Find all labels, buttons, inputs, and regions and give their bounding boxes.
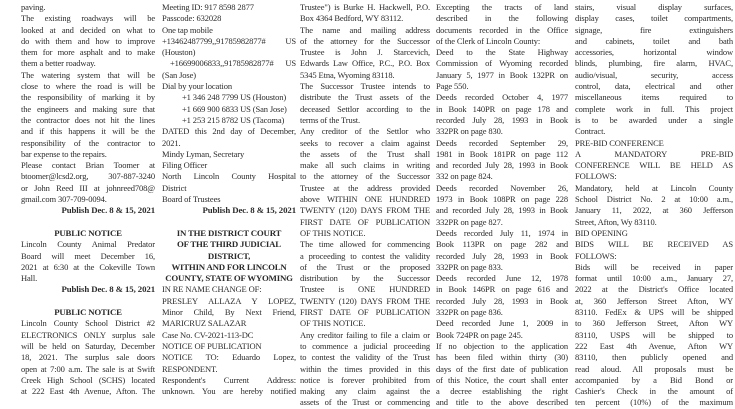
text-line: ELECTRONICS ONLY surplus sale <box>21 329 155 340</box>
text-line: has been filed within thirty (30) <box>436 352 568 363</box>
text-line: open at 7:00 a.m. The sale is at Swift <box>21 363 155 374</box>
text-line: Contract. <box>575 126 606 137</box>
text-line: Deeds recorded July 11, 1974 in <box>436 227 568 238</box>
text-line <box>575 228 733 239</box>
text-line: make all such claims in writing <box>300 160 430 171</box>
text-line: notice is forever prohibited from <box>300 374 430 385</box>
text-line: Commission of Wyoming recorded <box>436 58 568 69</box>
heading-line: WITHIN AND FOR LINCOLN <box>171 261 287 272</box>
text-line: Board will meet December 16, <box>21 250 155 261</box>
paragraph <box>21 13 155 69</box>
text-line: audio/visual, security, access <box>575 69 733 80</box>
text-line: Deed to the State Highway <box>436 47 568 58</box>
spacer <box>21 296 155 307</box>
text-line: Cashier's Check in the amount of <box>575 386 733 397</box>
column-5 <box>575 2 733 409</box>
text-line: Minor Child, By Next Friend, <box>162 307 296 318</box>
text-line: If no objection to the application <box>436 340 568 351</box>
paragraph <box>300 81 430 126</box>
text-line: do with them and how to improve <box>21 35 155 46</box>
text-line: making any claim against the <box>300 386 430 397</box>
text-line: Book 724PR on page 245. <box>436 329 523 340</box>
text-line: Any creditor failing to file a claim or <box>300 329 430 340</box>
text-line: is to be awarded under a single <box>575 114 733 125</box>
text-line: to 360 Jefferson Street, Afton WY <box>575 318 733 329</box>
paragraph <box>575 239 733 262</box>
paragraph <box>300 126 430 239</box>
text-line: +16699006833,,91785982877# US <box>170 58 296 69</box>
text-line: 83110, then publicly opened and <box>575 352 733 363</box>
heading-line: COUNTY, STATE OF WYOMING <box>165 273 293 284</box>
text-line: School District No. 2 at 10:00 a.m., <box>575 194 733 205</box>
text-line: Deeds recorded June 12, 1978 <box>436 273 568 284</box>
text-line: One tap mobile <box>162 24 213 35</box>
publish-line: Publish Dec. 8 & 15, 2021 <box>202 205 296 216</box>
text-line: format until 10:00 a.m., January 27, <box>575 273 733 284</box>
text-line: in Book 140PR on page 178 and <box>436 103 568 114</box>
text-line: described in the following <box>436 13 568 24</box>
text-line: to contest the validity of the Trust <box>300 352 430 363</box>
text-line: deceased Settlor according to the <box>300 103 430 114</box>
text-line: days of the first date of publication <box>436 363 568 374</box>
text-line: TWENTY (120) DAYS FROM THE <box>300 295 430 306</box>
paragraph <box>436 2 568 47</box>
spacer <box>21 217 155 228</box>
paragraph <box>21 318 155 397</box>
text-line: Dial by your location <box>162 81 232 92</box>
text-line: signage, fire extinguishers <box>575 24 733 35</box>
text-line: January 5, 1977 in Book 132PR on <box>436 69 568 80</box>
text-line: Hall. <box>21 273 38 284</box>
text-line: Street, Afton, Wy 83110. <box>575 216 657 227</box>
text-line: BID OPENING <box>575 227 628 238</box>
heading-line: PUBLIC NOTICE <box>54 227 122 238</box>
text-line: Filing Officer <box>162 160 208 171</box>
text-line: and recorded July 28, 1993 in Book <box>436 160 568 171</box>
text-line <box>162 194 296 205</box>
text-line: Case No. CV-2021-113-DC <box>162 329 254 340</box>
text-line: (San Jose) <box>162 69 196 80</box>
text-line: Mindy Lyman, Secretary <box>162 148 245 159</box>
text-line: documents recorded in the Office <box>436 24 568 35</box>
text-line: Lincoln County Animal Predator <box>21 239 155 250</box>
text-line: Board of Trustees <box>162 194 221 205</box>
text-line: Passcode: 632028 <box>162 13 222 24</box>
text-line: OF THIS NOTICE. <box>300 318 366 329</box>
text-line: stairs, visual display surfaces, <box>575 2 733 12</box>
heading-line: OF THE THIRD JUDICIAL <box>177 239 281 250</box>
paragraph <box>162 171 296 194</box>
text-line: 332PR on page 827. <box>436 216 503 227</box>
text-line: PRESLEY ALLAZA Y LOPEZ, <box>162 295 296 306</box>
text-line: accompanied by a Bid Bond or <box>575 374 733 385</box>
text-line: to commence a judicial proceeding <box>300 340 430 351</box>
text-line: above WITHIN ONE HUNDRED <box>300 194 430 205</box>
paragraph <box>436 228 568 273</box>
heading-line: IN THE DISTRICT COURT <box>176 227 282 238</box>
paragraph <box>300 330 430 409</box>
text-line: within the times provided in this <box>300 363 430 374</box>
publish-date <box>21 284 155 295</box>
paragraph <box>300 2 430 25</box>
paragraph <box>162 36 296 59</box>
paragraph <box>436 138 568 183</box>
text-line: btoomer@lcsd2.org, 307-887-3240 <box>21 171 155 182</box>
text-line: a proceeding to contest the validity <box>300 250 430 261</box>
text-line: and if this happens it will be the <box>21 126 155 137</box>
text-line: +1 346 248 7799 US (Houston) <box>182 92 287 103</box>
text-line: Please contact Brian Toomer at <box>21 160 155 171</box>
text-line: 2021. <box>162 137 181 148</box>
text-line: looked at and decided on what to <box>21 24 155 35</box>
text-line: them for more asphalt and to make <box>21 47 155 58</box>
text-line: +1 669 900 6833 US (San Jose) <box>182 103 287 114</box>
text-line: Excepting the tracts of land <box>436 2 568 12</box>
paragraph <box>436 318 568 341</box>
text-line <box>162 160 296 171</box>
column-2 <box>162 2 296 397</box>
notice-heading <box>21 228 155 239</box>
text-line: of this Notice, the court shall enter <box>436 374 568 385</box>
paragraph <box>436 341 568 409</box>
paragraph <box>300 239 430 329</box>
publish-line: Publish Dec. 8 & 15, 2021 <box>61 205 155 216</box>
text-line: unknown. You are hereby notified <box>162 386 296 397</box>
paragraph <box>162 58 296 81</box>
spacer <box>162 217 296 228</box>
text-line: the engineers and making sure that <box>21 103 155 114</box>
text-line: 332PR on page 830. <box>436 126 503 137</box>
text-line: +13462487799,,91785982877# US <box>162 35 296 46</box>
text-line: Lincoln County School District #2 <box>21 318 155 329</box>
text-line <box>575 138 733 149</box>
text-line: seeks to recover a claim against <box>300 137 430 148</box>
text-line: Edwards Law Office, P.C., P.O. Box <box>300 58 430 69</box>
text-line: and recorded July 28, 1993 in Book <box>436 205 568 216</box>
text-line: TWENTY (120) DAYS FROM THE <box>300 205 430 216</box>
text-line: Trustee at the address provided <box>300 182 430 193</box>
paragraph <box>575 149 733 183</box>
text-line: Deeds recorded October 4, 1977 <box>436 92 568 103</box>
text-line: Deeds recorded September 29, <box>436 137 568 148</box>
text-line: A MANDATORY PRE-BID <box>575 148 733 159</box>
text-line: a decree establishing the right <box>436 386 568 397</box>
text-line: the assets of the Trust shall <box>300 148 430 159</box>
text-line <box>162 341 296 352</box>
text-line: terms of the Trust. <box>300 114 361 125</box>
text-line <box>162 330 296 341</box>
text-line: (Houston) <box>162 47 196 58</box>
text-line: The Successor Trustee intends to <box>300 81 430 92</box>
column-3 <box>300 2 430 409</box>
text-line: 222 East 4th Avenue, Afton WY <box>575 340 733 351</box>
text-line: +1 253 215 8782 US (Tacoma) <box>182 114 285 125</box>
paragraph <box>162 352 296 375</box>
paragraph <box>575 262 733 409</box>
text-line: The watering system that will be <box>21 69 155 80</box>
text-line: complete work in full. This project <box>575 103 733 114</box>
text-line: Book 113PR on page 282 and <box>436 239 568 250</box>
text-line: 1981 in Book 181PR on page 112 <box>436 148 568 159</box>
text-line: recorded July 28, 1993 in Book <box>436 114 568 125</box>
text-line: ten percent (10%) of the maximum <box>575 397 733 408</box>
text-line: at, 360 Jefferson Street Afton, WY <box>575 295 733 306</box>
text-line: 83110. FedEx & UPS will be shipped <box>575 307 733 318</box>
text-line: Trustee") is Burke H. Hackwell, P.O. <box>300 2 430 12</box>
text-line: display cases, toilet compartments, <box>575 13 733 24</box>
text-line: the contractor does not hit the lines <box>21 114 155 125</box>
text-line: The existing roadways will be <box>21 13 155 24</box>
paragraph <box>436 183 568 228</box>
text-line: District <box>162 182 187 193</box>
text-line <box>162 81 296 92</box>
text-line: to the attorney of the Successor <box>300 171 430 182</box>
text-line: FOLLOWS: <box>575 250 617 261</box>
text-line: 1973 in Book 108PR on page 228 <box>436 194 568 205</box>
text-line <box>162 149 296 160</box>
text-line: distribute the Trust assets of the <box>300 92 430 103</box>
text-line: will be held on Saturday, December <box>21 340 155 351</box>
paragraph <box>575 2 733 138</box>
text-line: OF THIS NOTICE. <box>300 227 366 238</box>
text-line: Deeds recorded November 26, <box>436 182 568 193</box>
text-line <box>162 284 296 295</box>
text-line: Page 550. <box>436 81 469 92</box>
text-line: 83110, USPS will be shipped to <box>575 329 733 340</box>
text-line: miscellaneous items required to <box>575 92 733 103</box>
text-line: DATED this 2nd day of December, <box>162 126 296 137</box>
paragraph <box>162 296 296 330</box>
paragraph <box>21 160 155 205</box>
paragraph <box>436 273 568 318</box>
text-line: Bids will be received in paper <box>575 261 733 272</box>
text-line: The time allowed for commencing <box>300 239 430 250</box>
paragraph <box>300 25 430 81</box>
notice-heading <box>21 307 155 318</box>
paragraph <box>162 126 296 149</box>
text-line: Creek High School (SCHS) located <box>21 374 155 385</box>
text-line: CONFERENCE WILL BE HELD AS <box>575 160 733 171</box>
text-line: January 11, 2022, at 360 Jefferson <box>575 205 733 216</box>
text-line: accessories, horizontal window <box>575 47 733 58</box>
text-line: Any creditor of the Settlor who <box>300 126 430 137</box>
text-line: of the Trust or the proposed <box>300 261 430 272</box>
text-line: Trustee is John J. Starcevich, <box>300 47 430 58</box>
text-line: 18, 2021. The surplus sale doors <box>21 352 155 363</box>
paragraph <box>21 239 155 284</box>
text-line: the responsibility of marking it by <box>21 92 155 103</box>
text-line: RESPONDENT. <box>162 363 218 374</box>
text-line: close to where the road is will be <box>21 81 155 92</box>
text-line: recorded July 28, 1993 in Book <box>436 295 568 306</box>
text-line: Meeting ID: 917 8598 2877 <box>162 2 254 12</box>
publish-line: Publish Dec. 8 & 15, 2021 <box>61 284 155 295</box>
paragraph <box>21 2 155 13</box>
text-line: North Lincoln County Hospital <box>162 171 296 182</box>
text-line: read aloud. All proposals must be <box>575 363 733 374</box>
text-line: BIDS WILL BE RECEIVED AS <box>575 239 733 250</box>
text-line: or John Reed III at johnreed708@ <box>21 182 155 193</box>
text-line: in Book 146PR on page 616 and <box>436 284 568 295</box>
column-1 <box>21 2 155 397</box>
text-line: PRE-BID CONFERENCE <box>575 137 664 148</box>
paragraph <box>162 375 296 398</box>
text-line: 332PR on page 833. <box>436 261 503 272</box>
dial-in-list <box>162 92 296 126</box>
text-line: 2021 at 6:30 at the Cokeville Town <box>21 261 155 272</box>
column-4 <box>436 2 568 409</box>
text-line <box>162 25 296 36</box>
text-line: 332PR on page 836. <box>436 307 503 318</box>
text-line: MARICRUZ SALAZAR <box>162 318 247 329</box>
text-line: responsibility of the contractor to <box>21 137 155 148</box>
text-line: Trustee is ONE HUNDRED <box>300 284 430 295</box>
text-line: gmail.com 307-709-0094. <box>21 194 107 205</box>
text-line: NOTICE TO: Eduardo Lopez, <box>162 352 296 363</box>
text-line: 5345 Etna, Wyoming 83118. <box>300 69 395 80</box>
text-line: bar expense to the repairs. <box>21 148 107 159</box>
publish-date <box>21 205 155 216</box>
heading-line: PUBLIC NOTICE <box>54 307 122 318</box>
text-line: Mandatory, held at Lincoln County <box>575 182 733 193</box>
text-line: recorded July 28, 1993 in Book <box>436 250 568 261</box>
heading-line: DISTRICT, <box>207 250 251 261</box>
text-line: and title to the above described <box>436 397 568 408</box>
text-line: of the Clerk of Lincoln County: <box>436 35 541 46</box>
text-line: at 222 East 4th Avenue, Afton. The <box>21 386 155 397</box>
text-line: Respondent's Current Address: <box>162 374 296 385</box>
text-line: FIRST DATE OF PUBLICATION <box>300 216 430 227</box>
publish-date <box>162 205 296 216</box>
text-line: and cabinets, toilet and bath <box>575 35 733 46</box>
text-line <box>162 13 296 24</box>
text-line: NOTICE OF PUBLICATION <box>162 340 262 351</box>
text-line: 2022 at the District's Office located <box>575 284 733 295</box>
text-line: The name and mailing address <box>300 24 430 35</box>
text-line: IN RE NAME CHANGE OF: <box>162 284 262 295</box>
text-line: them a better roadway. <box>21 58 96 69</box>
text-line: distribution by the Successor <box>300 273 430 284</box>
text-line: FOLLOWS: <box>575 171 617 182</box>
text-line <box>162 2 296 13</box>
paragraph <box>436 92 568 137</box>
text-line: blinds, plumbing, fire alarm, HVAC, <box>575 58 733 69</box>
paragraph <box>575 183 733 228</box>
text-line: FIRST DATE OF PUBLICATION <box>300 307 430 318</box>
text-line: Deed recorded June 1, 2009 in <box>436 318 568 329</box>
text-line: of the attorney for the Successor <box>300 35 430 46</box>
text-line: assets of the Trust or commencing <box>300 397 430 408</box>
paragraph <box>21 70 155 160</box>
paragraph <box>436 47 568 92</box>
text-line: Box 4364 Bedford, WY 83112. <box>300 13 404 24</box>
text-line: 332 on page 824. <box>436 171 493 182</box>
text-line: paving. <box>21 2 46 12</box>
text-line: control, data, electrical and other <box>575 81 733 92</box>
notice-heading <box>162 228 296 284</box>
